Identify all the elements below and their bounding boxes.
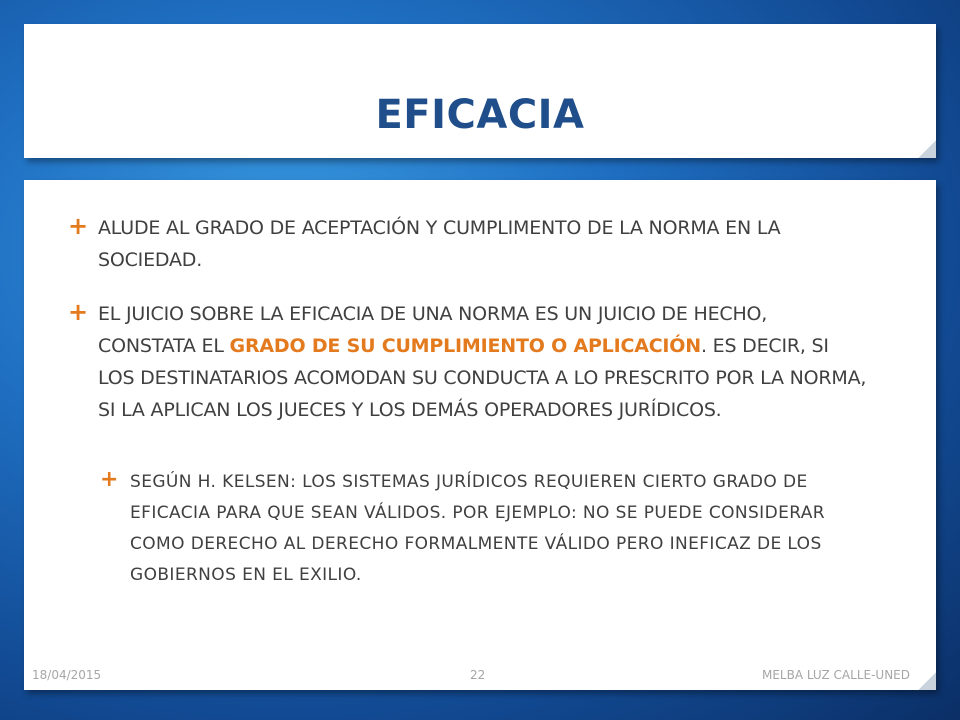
plus-icon: + — [68, 212, 89, 240]
bullet-item-2 — [68, 298, 868, 426]
footer-page-number: 22 — [470, 668, 486, 682]
title-panel — [24, 24, 936, 158]
sub-bullet-text: SEGÚN H. KELSEN: LOS SISTEMAS JURÍDICOS REQUIEREN CIERTO GRADO DE EFICACIA PARA QUE SEAN VÁLIDOS. POR EJEMPLO: NO SE PUEDE CONSIDERAR COMO DERECHO AL DERECHO FORMALMENTE VÁLIDO PERO INEFICAZ DE LOS GOBIERNOS EN EL EXILIO. — [130, 472, 825, 585]
footer-date: 18/04/2015 — [32, 668, 102, 682]
slide-title: EFICACIA — [375, 92, 585, 138]
page-curl-decoration — [918, 672, 936, 690]
highlight-text: GRADO DE SU CUMPLIMIENTO O APLICACIÓN — [229, 335, 701, 357]
bullet-text — [98, 298, 868, 426]
plus-icon: + — [100, 467, 119, 492]
footer-author: MELBA LUZ CALLE-UNED — [761, 668, 910, 682]
sub-bullet-item — [100, 467, 840, 591]
bullet-text: ALUDE AL GRADO DE ACEPTACIÓN Y CUMPLIMENTO DE LA NORMA EN LA SOCIEDAD. — [98, 217, 781, 271]
bullet-text-part: EL JUICIO SOBRE LA EFICACIA DE UNA NORMA ES UN JUICIO DE HECHO, CONSTATA EL — [98, 303, 768, 357]
bullet-item-1 — [68, 212, 848, 276]
page-curl-decoration — [918, 140, 936, 158]
bullet-text-part: . ES DECIR, SI LOS DESTINATARIOS ACOMODAN SU CONDUCTA A LO PRESCRITO POR LA NORMA, SI LA APLICAN LOS JUECES Y LOS DEMÁS OPERADORES JURÍDICOS. — [98, 335, 867, 421]
plus-icon: + — [68, 298, 89, 326]
